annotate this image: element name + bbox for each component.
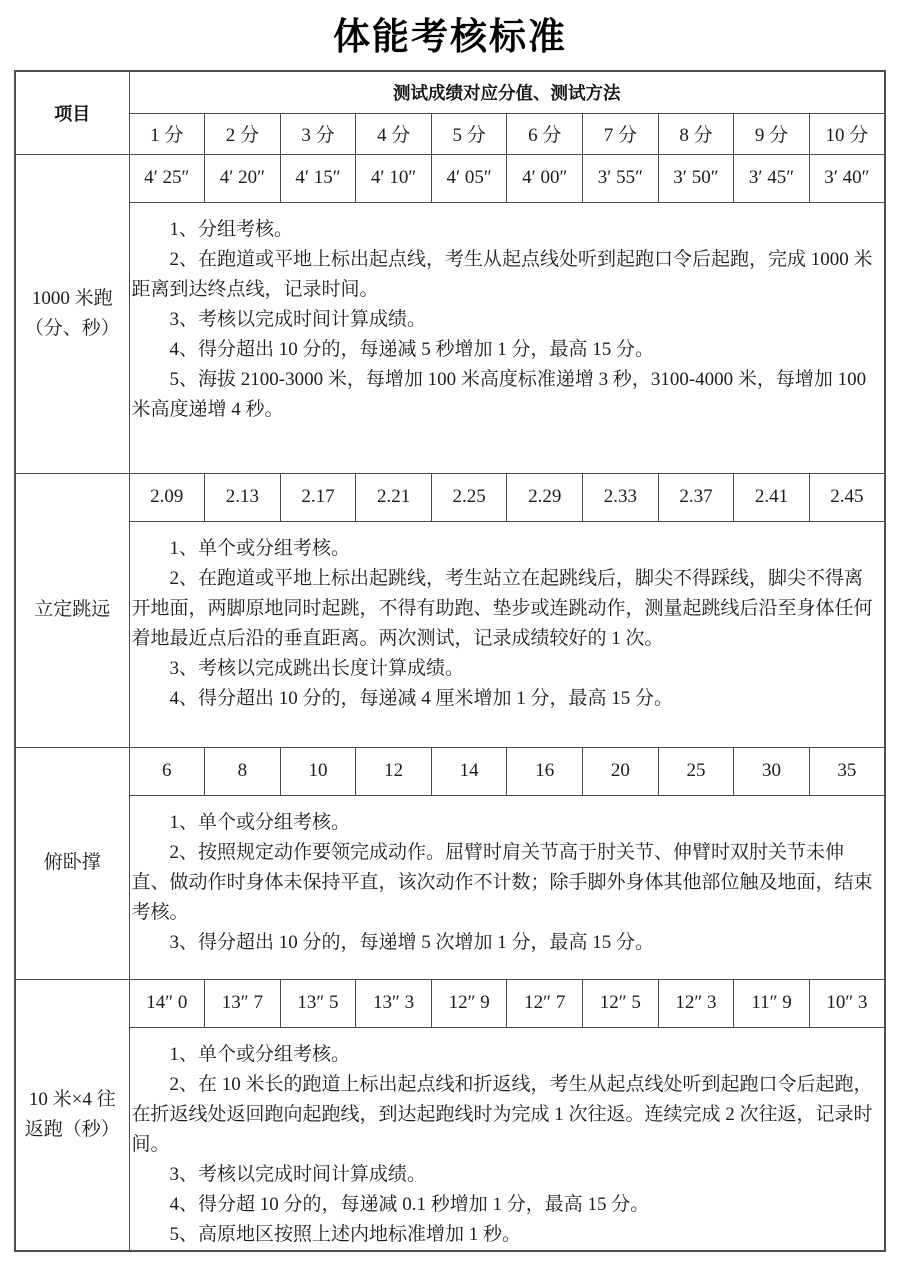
score-value-cell: 14: [431, 747, 507, 795]
item-name-line: 10 米×4 往: [28, 1088, 116, 1110]
score-value-cell: 12″ 7: [507, 979, 583, 1027]
score-value-cell: 4′ 20″: [205, 154, 281, 202]
score-header-cell: 2 分: [205, 113, 281, 154]
method-step: 2、按照规定动作要领完成动作。屈臂时肩关节高于肘关节、伸臂时双肘关节未伸直、做动作时身体未保持平直，该次动作不计数；除手脚外身体其他部位触及地面，结束考核。: [131, 841, 873, 923]
method-step: 3、得分超出 10 分的，每递增 5 次增加 1 分，最高 15 分。: [169, 931, 655, 953]
method-description: [129, 521, 885, 747]
method-description: [129, 202, 885, 473]
table-header: [15, 71, 885, 154]
score-value-cell: 2.33: [583, 473, 659, 521]
score-value-cell: 2.37: [658, 473, 734, 521]
score-value-cell: 3′ 50″: [658, 154, 734, 202]
score-value-cell: 3′ 55″: [583, 154, 659, 202]
item-name-line: 立定跳远: [34, 599, 111, 620]
score-value-cell: 12: [356, 747, 432, 795]
score-header-cell: 7 分: [583, 113, 659, 154]
item-name: [15, 154, 129, 473]
page-title: 体能考核标准: [333, 16, 567, 57]
item-name: [15, 473, 129, 747]
score-header-cell: 6 分: [507, 113, 583, 154]
score-value-cell: 12″ 9: [431, 979, 507, 1027]
standards-table: [14, 70, 886, 1252]
score-value-cell: 2.41: [734, 473, 810, 521]
item-name: [15, 747, 129, 979]
score-value-cell: 12″ 5: [583, 979, 659, 1027]
score-value-cell: 13″ 5: [280, 979, 356, 1027]
score-values-row: [15, 154, 885, 202]
score-value-cell: 4′ 15″: [280, 154, 356, 202]
score-value-cell: 3′ 40″: [809, 154, 885, 202]
score-value-cell: 14″ 0: [129, 979, 205, 1027]
method-description: [129, 1027, 885, 1251]
method-description-row: [15, 1027, 885, 1251]
method-step: 1、单个或分组考核。: [169, 537, 351, 559]
method-step: 1、分组考核。: [169, 218, 294, 240]
score-value-cell: 25: [658, 747, 734, 795]
method-step: 3、考核以完成跳出长度计算成绩。: [169, 657, 465, 679]
score-header-cell: 8 分: [658, 113, 734, 154]
score-values-row: [15, 473, 885, 521]
score-header-cell: 5 分: [431, 113, 507, 154]
method-step: 4、得分超出 10 分的，每递减 5 秒增加 1 分，最高 15 分。: [169, 338, 655, 360]
score-header-cell: 10 分: [809, 113, 885, 154]
method-step: 2、在跑道或平地上标出起跳线，考生站立在起跳线后，脚尖不得踩线，脚尖不得离开地面，两脚原地同时起跳，不得有助跑、垫步或连跳动作，测量起跳线后沿至身体任何着地最近点后沿的垂直距离。两次测试，记录成绩较好的 1 次。: [131, 567, 873, 649]
method-step: 1、单个或分组考核。: [169, 1043, 351, 1065]
method-step: 3、考核以完成时间计算成绩。: [169, 1163, 427, 1185]
score-values-row: [15, 747, 885, 795]
score-value-cell: 20: [583, 747, 659, 795]
method-description: [129, 795, 885, 979]
methods-column-header: 测试成绩对应分值、测试方法: [129, 71, 885, 113]
score-value-cell: 2.45: [809, 473, 885, 521]
item-name-line: 1000 米跑: [31, 287, 113, 309]
method-step: 1、单个或分组考核。: [169, 811, 351, 833]
score-value-cell: 10″ 3: [809, 979, 885, 1027]
score-value-cell: 3′ 45″: [734, 154, 810, 202]
score-value-cell: 8: [205, 747, 281, 795]
score-value-cell: 2.13: [205, 473, 281, 521]
score-value-cell: 6: [129, 747, 205, 795]
score-value-cell: 4′ 00″: [507, 154, 583, 202]
score-header-row: [15, 113, 885, 154]
score-value-cell: 4′ 05″: [431, 154, 507, 202]
score-value-cell: 2.25: [431, 473, 507, 521]
method-step: 2、在跑道或平地上标出起点线，考生从起点线处听到起跑口令后起跑，完成 1000 米距离到达终点线，记录时间。: [131, 248, 873, 300]
method-step: 3、考核以完成时间计算成绩。: [169, 308, 427, 330]
score-header-cell: 9 分: [734, 113, 810, 154]
score-value-cell: 13″ 7: [205, 979, 281, 1027]
method-step: 5、高原地区按照上述内地标准增加 1 秒。: [169, 1223, 522, 1245]
score-value-cell: 30: [734, 747, 810, 795]
method-description-row: [15, 202, 885, 473]
item-name-line: 俯卧撑: [43, 852, 101, 873]
score-value-cell: 13″ 3: [356, 979, 432, 1027]
item-name-line: 返跑（秒）: [24, 1118, 120, 1140]
method-step: 5、海拔 2100-3000 米，每增加 100 米高度标准递增 3 秒，3100-4000 米，每增加 100 米高度递增 4 秒。: [131, 368, 867, 420]
score-value-cell: 2.17: [280, 473, 356, 521]
score-value-cell: 4′ 25″: [129, 154, 205, 202]
method-step: 4、得分超出 10 分的，每递减 4 厘米增加 1 分，最高 15 分。: [169, 687, 674, 709]
item-column-header: 项目: [15, 71, 129, 154]
method-step: 4、得分超 10 分的，每递减 0.1 秒增加 1 分，最高 15 分。: [169, 1193, 650, 1215]
table-body: [15, 154, 885, 1251]
score-value-cell: 16: [507, 747, 583, 795]
score-value-cell: 35: [809, 747, 885, 795]
method-description-row: [15, 795, 885, 979]
score-value-cell: 11″ 9: [734, 979, 810, 1027]
score-value-cell: 12″ 3: [658, 979, 734, 1027]
score-header-cell: 4 分: [356, 113, 432, 154]
score-values-row: [15, 979, 885, 1027]
method-step: 2、在 10 米长的跑道上标出起点线和折返线，考生从起点线处听到起跑口令后起跑，在折返线处返回跑向起跑线，到达起跑线时为完成 1 次往返。连续完成 2 次往返，记录时间。: [131, 1073, 873, 1155]
score-value-cell: 2.29: [507, 473, 583, 521]
score-value-cell: 4′ 10″: [356, 154, 432, 202]
item-name-line: （分、秒）: [24, 317, 120, 339]
item-name: [15, 979, 129, 1251]
score-header-cell: 1 分: [129, 113, 205, 154]
score-header-cell: 3 分: [280, 113, 356, 154]
method-description-row: [15, 521, 885, 747]
score-value-cell: 10: [280, 747, 356, 795]
score-value-cell: 2.09: [129, 473, 205, 521]
score-value-cell: 2.21: [356, 473, 432, 521]
